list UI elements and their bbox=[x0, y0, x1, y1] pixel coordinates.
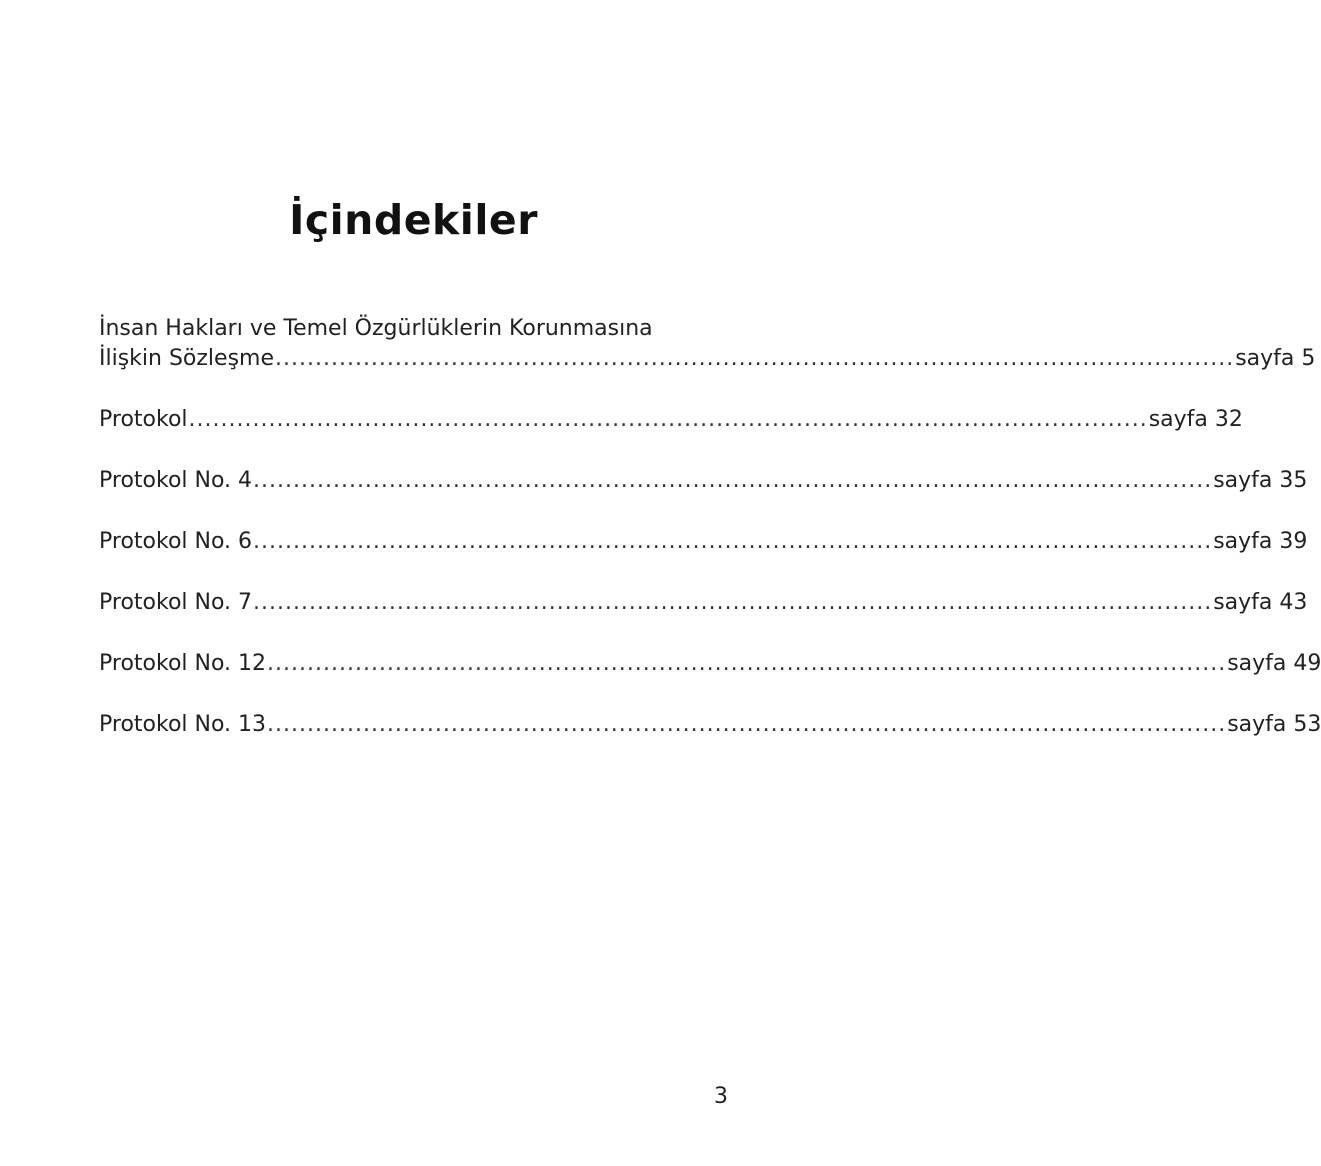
dot-leader: ........................................................................................................................ bbox=[188, 407, 1148, 432]
toc-entry-title: Protokol No. 6 bbox=[99, 529, 253, 554]
toc-entry[interactable] bbox=[99, 405, 1243, 435]
toc-entry-title: Protokol bbox=[99, 407, 188, 432]
dot-leader: ........................................................................................................................ bbox=[267, 712, 1227, 737]
dot-leader: ........................................................................................................................ bbox=[253, 529, 1213, 554]
toc-entry[interactable] bbox=[99, 649, 1321, 679]
toc-entry[interactable] bbox=[99, 588, 1308, 618]
toc-entry-page: sayfa 35 bbox=[1213, 468, 1308, 493]
dot-leader: ........................................................................................................................ bbox=[275, 346, 1235, 371]
toc-entry[interactable] bbox=[99, 527, 1308, 557]
toc-entry[interactable] bbox=[99, 710, 1321, 740]
toc-entry-title: Protokol No. 4 bbox=[99, 468, 253, 493]
toc-entry-title: İlişkin Sözleşme bbox=[99, 346, 275, 371]
toc-entry-title: Protokol No. 12 bbox=[99, 651, 267, 676]
dot-leader: ........................................................................................................................ bbox=[267, 651, 1227, 676]
toc-entry[interactable] bbox=[99, 466, 1308, 496]
dot-leader: ........................................................................................................................ bbox=[253, 468, 1213, 493]
dot-leader: ........................................................................................................................ bbox=[253, 590, 1213, 615]
page-number: 3 bbox=[714, 1084, 728, 1109]
toc-entry[interactable] bbox=[99, 344, 1316, 374]
toc-entry-title: Protokol No. 13 bbox=[99, 712, 267, 737]
toc-entry-page: sayfa 53 bbox=[1227, 712, 1321, 737]
toc-entry-title: Protokol No. 7 bbox=[99, 590, 253, 615]
table-of-contents bbox=[99, 314, 1321, 740]
toc-entry-title-line: İnsan Hakları ve Temel Özgürlüklerin Korunmasına bbox=[99, 316, 653, 341]
toc-entry-page: sayfa 49 bbox=[1227, 651, 1321, 676]
page-title: İçindekiler bbox=[289, 196, 538, 244]
toc-entry-page: sayfa 39 bbox=[1213, 529, 1308, 554]
toc-entry-page: sayfa 5 bbox=[1235, 346, 1316, 371]
toc-entry-page: sayfa 43 bbox=[1213, 590, 1308, 615]
toc-entry-page: sayfa 32 bbox=[1148, 407, 1243, 432]
